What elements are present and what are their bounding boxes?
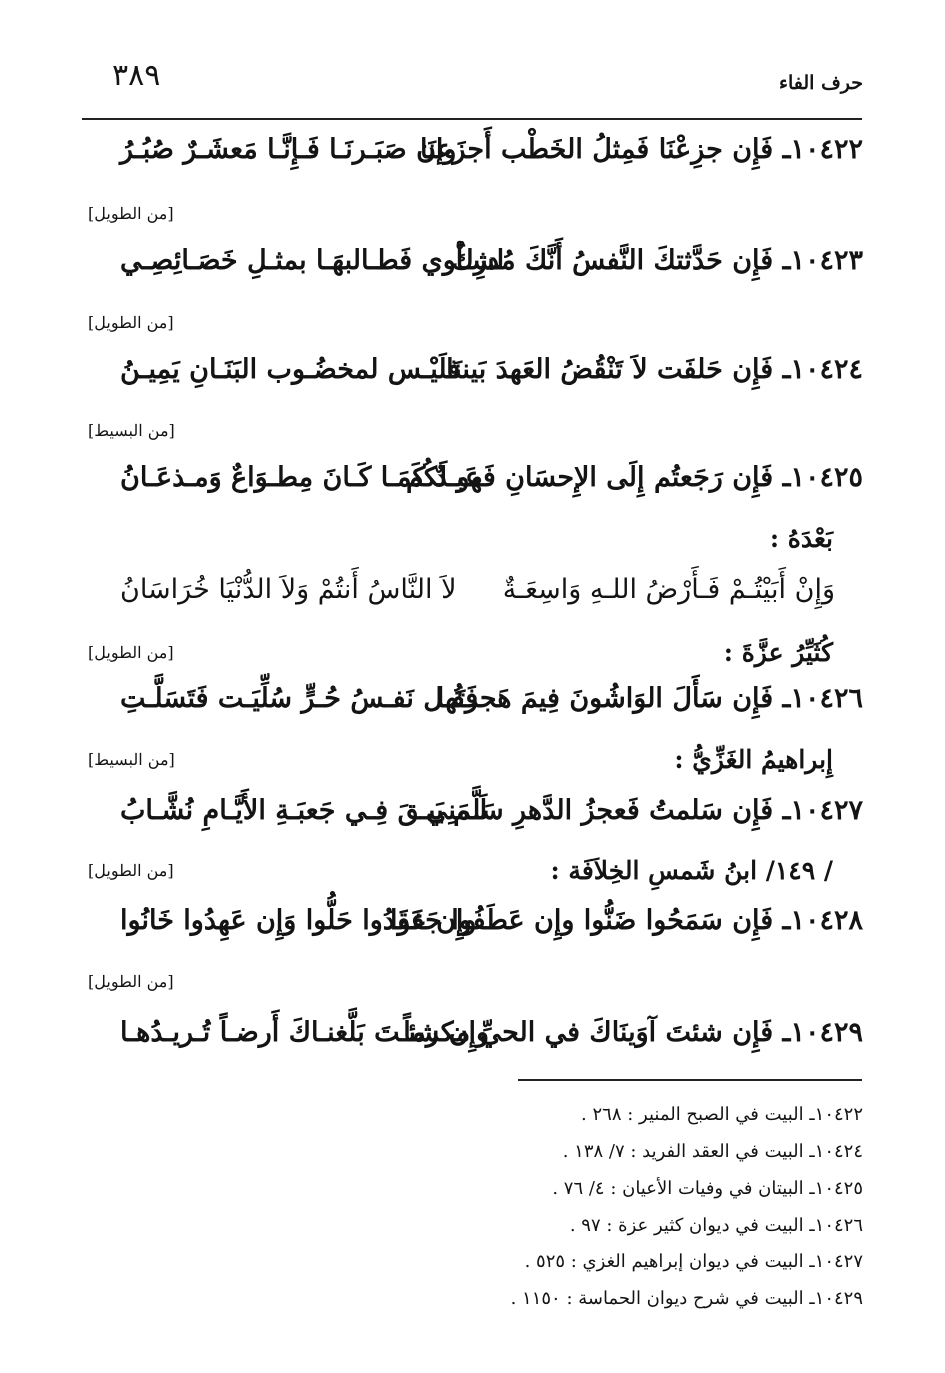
verse-first-hemistich: ١٠٤٢٦ـ فَإِن سَأَلَ الوَاشُونَ فِيمَ هَجرتَها: [436, 683, 863, 714]
attribution-intro: بَعْدَهُ :: [769, 524, 833, 553]
verse-second-hemistich: عَبـدٌ كَمَـا كَـانَ مِطـوَاعٌ وَمـذعَـانُ: [120, 462, 482, 493]
verse-first-hemistich: ١٠٤٢٣ـ فَإِن حَدَّثتكَ النَّفسُ أَنَّكَ مُدرِكٌ: [451, 245, 863, 276]
footnote: ١٠٤٢٩ـ البيت في شرح ديوان الحماسة : ١١٥٠ .: [510, 1288, 863, 1309]
meter-label: [من الطويل]: [88, 643, 174, 662]
attribution-intro: كُثَيِّرُ عزَّةَ :: [723, 638, 833, 667]
verse-first-hemistich: ١٠٤٢٢ـ فَإِن جزِعْنَا فَمِثلُ الخَطْب أَجزَعنَا: [420, 134, 863, 165]
verse-first-hemistich: ١٠٤٢٩ـ فَإِن شئتَ آوَينَاكَ في الحيِّ مكرماً: [403, 1017, 863, 1048]
header-rule: [82, 118, 862, 120]
verse-second-hemistich: وإِن شئـتَ بَلَّغنـاكَ أَرضـاً تُـريـدُهـا: [120, 1017, 490, 1048]
page-number: ٣٨٩: [112, 58, 161, 93]
footnote: ١٠٤٢٤ـ البيت في العقد الفريد : ٧/ ١٣٨ .: [562, 1141, 863, 1162]
verse-second-hemistich: لاَ النَّاسُ أَنتُمْ وَلاَ الدُّنْيَا خُرَاسَانُ: [120, 574, 457, 605]
meter-label: [من الطويل]: [88, 313, 174, 332]
verse-second-hemistich: لشـأوي فَطـالبهَـا بمثـلِ خَصَـائِصِـي: [120, 245, 505, 276]
attribution-intro: إِبراهيمُ الغَزِّيُّ :: [674, 745, 833, 774]
running-title: حرف الفاء: [779, 72, 863, 94]
meter-label: [من البسيط]: [88, 421, 175, 440]
verse-first-hemistich: ١٠٤٢٨ـ فَإِن سَمَحُوا ضَنُّوا وإِن عَطَفُوا جَفَوا: [390, 905, 863, 936]
footnote: ١٠٤٢٢ـ البيت في الصبح المنير : ٢٦٨ .: [581, 1104, 863, 1125]
meter-label: [من الطويل]: [88, 204, 174, 223]
attribution-intro: / ١٤٩/ ابنُ شَمسِ الخِلاَفَة :: [550, 856, 833, 885]
verse-first-hemistich: ١٠٤٢٧ـ فَإِن سَلمتُ فَعجزُ الدَّهرِ سَلَّمَنِي: [425, 795, 863, 826]
meter-label: [من الطويل]: [88, 972, 174, 991]
meter-label: [من الطويل]: [88, 861, 174, 880]
verse-second-hemistich: فَقُـل نَفـسُ حُـرٍّ سُلِّيَـت فَتَسَلَّـتِ: [120, 683, 479, 714]
verse-first-hemistich: ١٠٤٢٤ـ فَإِن حَلفَت لاَ تَنْقُضُ العَهدَ بَيننَا: [446, 354, 863, 385]
verse-second-hemistich: وإِن عَقَدُوا حَلُّوا وَإِن عَهِدُوا خَانُوا: [120, 905, 477, 936]
verse-first-hemistich: وَإِنْ أَبَيْتُـمْ فَـأَرْضُ اللـهِ وَاسِعَـةٌ: [502, 574, 835, 605]
footnote: ١٠٤٢٥ـ البيتان في وفيات الأعيان : ٤/ ٧٦ .: [552, 1178, 863, 1199]
verse-first-hemistich: ١٠٤٢٥ـ فَإِن رَجَعتُم إِلَى الإِحسَانِ فَهو لَكُم: [405, 462, 863, 493]
verse-second-hemistich: لَـم يَبـقَ فِـي جَعبَـةِ الأَيَّـامِ نُشَّـابُ: [120, 795, 488, 826]
footnote: ١٠٤٢٦ـ البيت في ديوان كثير عزة : ٩٧ .: [569, 1215, 863, 1236]
verse-second-hemistich: وإن صَبَـرنَـا فَـإِنَّـا مَعشَـرٌ صُبُـرُ: [120, 134, 457, 165]
footnote: ١٠٤٢٧ـ البيت في ديوان إبراهيم الغزي : ٥٢٥ .: [524, 1251, 863, 1272]
footnote-rule: [518, 1079, 862, 1081]
verse-second-hemistich: فلَيْـس لمخضُـوب البَنَـانِ يَمِيـنُ: [120, 354, 461, 385]
meter-label: [من البسيط]: [88, 750, 175, 769]
